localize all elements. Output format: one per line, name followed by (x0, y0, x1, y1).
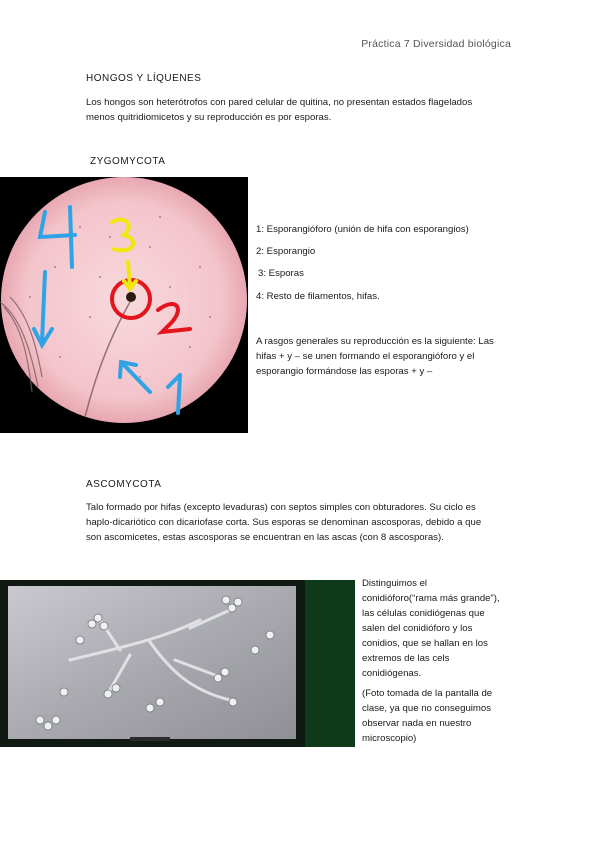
note-line: (Foto tomada de la pantalla de (362, 688, 493, 699)
ascomycota-photo (0, 580, 355, 747)
label-item: 4: Resto de filamentos, hifas. (256, 291, 380, 302)
reproduction-line: A rasgos generales su reproducción es la siguiente: Las (256, 336, 494, 347)
section-title: HONGOS Y LÍQUENES (86, 73, 202, 84)
label-item: 3: Esporas (258, 268, 304, 279)
ascomycota-line: son ascomicetes, estas ascosporas se encuentran en las ascas (con 8 ascosporas). (86, 532, 444, 543)
note-line: clase, ya que no conseguimos (362, 703, 492, 714)
note-line: observar nada en nuestro (362, 718, 472, 729)
caption-line: extremos de las cels (362, 653, 450, 664)
intro-line: Los hongos son heterótrofos con pared celular de quitina, no presentan estados flagelados (86, 97, 473, 108)
intro-line: menos quitridiomicetos y su reproducción es por esporas. (86, 112, 332, 123)
page-header: Práctica 7 Diversidad biológica (361, 38, 511, 50)
intro-paragraph (86, 95, 526, 125)
ascomycota-paragraph (86, 500, 526, 545)
reproduction-line: hifas + y – se unen formando el esporangióforo y el (256, 351, 475, 362)
caption-line: Distinguimos el (362, 578, 428, 589)
caption-line: conidióforo(“rama más grande”), (362, 593, 500, 604)
note-line: microscopio) (362, 733, 417, 744)
caption-line: conidios, que se hallan en los (362, 638, 488, 649)
reproduction-paragraph (256, 334, 516, 379)
projected-micrograph (8, 586, 296, 739)
annotation-number: 4 (0, 177, 1, 178)
conidiophore-caption (362, 576, 522, 681)
caption-line: conidiógenas. (362, 668, 422, 679)
zygomycota-photo (0, 177, 248, 433)
zygomycota-title: ZYGOMYCOTA (90, 156, 166, 167)
photo-note (362, 686, 522, 746)
ascomycota-title: ASCOMYCOTA (86, 479, 162, 490)
reproduction-line: esporangio formándose las esporas + y – (256, 366, 433, 377)
ascomycota-line: Talo formado por hifas (excepto levaduras) con septos simples con obturadores. Su ciclo es (86, 502, 476, 513)
caption-line: las células conidiógenas que (362, 608, 485, 619)
caption-line: salen del conidióforo y los (362, 623, 473, 634)
label-item: 1: Esporangióforo (unión de hifa con esporangios) (256, 224, 469, 235)
ascomycota-line: haplo-dicariótico con dicariofase corta. Sus esporas se denominan ascosporas, debido a que (86, 517, 482, 528)
label-item: 2: Esporangio (256, 246, 316, 257)
